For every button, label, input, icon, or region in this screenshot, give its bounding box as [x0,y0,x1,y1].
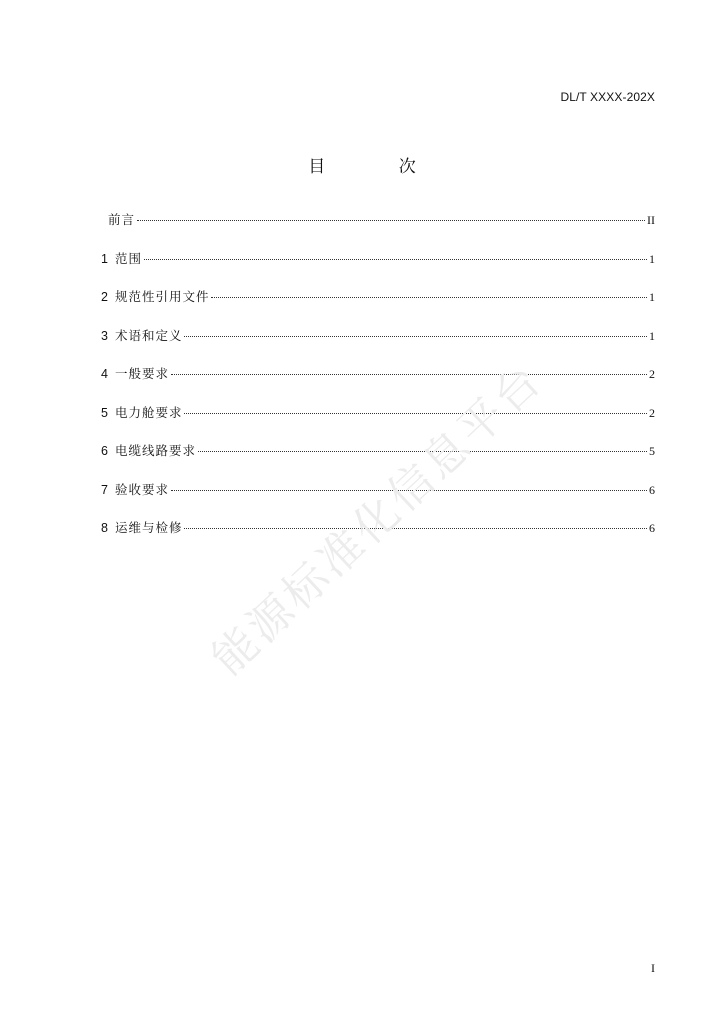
toc-entry-label: 验收要求 [114,481,169,497]
leader-dots [184,528,647,529]
toc-entry-page: 1 [649,290,655,304]
leader-dots [171,490,647,491]
page-number: I [651,961,655,975]
toc-entry-page: 1 [649,328,655,343]
toc-entry-label: 电缆线路要求 [114,443,196,458]
toc-entry-label: 前言 [108,212,136,227]
leader-dots [184,413,647,414]
leader-dots [198,451,647,452]
toc-entry-power-compartment[interactable] [101,403,655,442]
toc-entry-page: 2 [649,367,655,381]
toc-entry-page: 5 [649,444,655,458]
toc-entry-label: 电力舱要求 [114,404,183,420]
leader-dots [144,259,647,260]
page-title: 目 次 [308,157,450,177]
toc-entry-number: 7 [101,482,108,497]
table-of-contents [101,210,655,557]
document-code: DL/T XXXX-202X [560,90,655,104]
toc-entry-scope[interactable] [101,249,655,288]
toc-entry-number: 5 [101,405,108,420]
toc-entry-label: 术语和定义 [114,327,183,343]
toc-entry-number: 6 [101,444,108,458]
toc-entry-label: 一般要求 [114,366,169,381]
toc-entry-page: 1 [649,251,655,266]
toc-entry-page: 2 [649,405,655,420]
toc-entry-label: 规范性引用文件 [114,289,210,304]
leader-dots [184,336,647,337]
toc-entry-page: II [647,213,655,227]
watermark: 能源标准化信息平台 [202,353,554,686]
toc-entry-operation-maintenance[interactable] [101,518,655,557]
toc-entry-label: 运维与检修 [114,520,183,535]
toc-entry-label: 范围 [114,250,142,266]
leader-dots [211,297,647,298]
toc-entry-page: 6 [649,482,655,497]
toc-entry-general-requirements[interactable] [101,364,655,403]
toc-entry-cable-line[interactable] [101,441,655,480]
toc-entry-foreword[interactable] [101,210,655,249]
toc-entry-acceptance[interactable] [101,480,655,519]
toc-entry-terms-definitions[interactable] [101,326,655,365]
toc-entry-number: 2 [101,290,108,304]
leader-dots [137,220,645,221]
toc-entry-number: 1 [101,251,108,266]
toc-entry-normative-references[interactable] [101,287,655,326]
toc-entry-number: 8 [101,521,108,535]
toc-entry-number: 4 [101,367,108,381]
toc-entry-page: 6 [649,521,655,535]
toc-entry-number: 3 [101,328,108,343]
leader-dots [171,374,647,375]
